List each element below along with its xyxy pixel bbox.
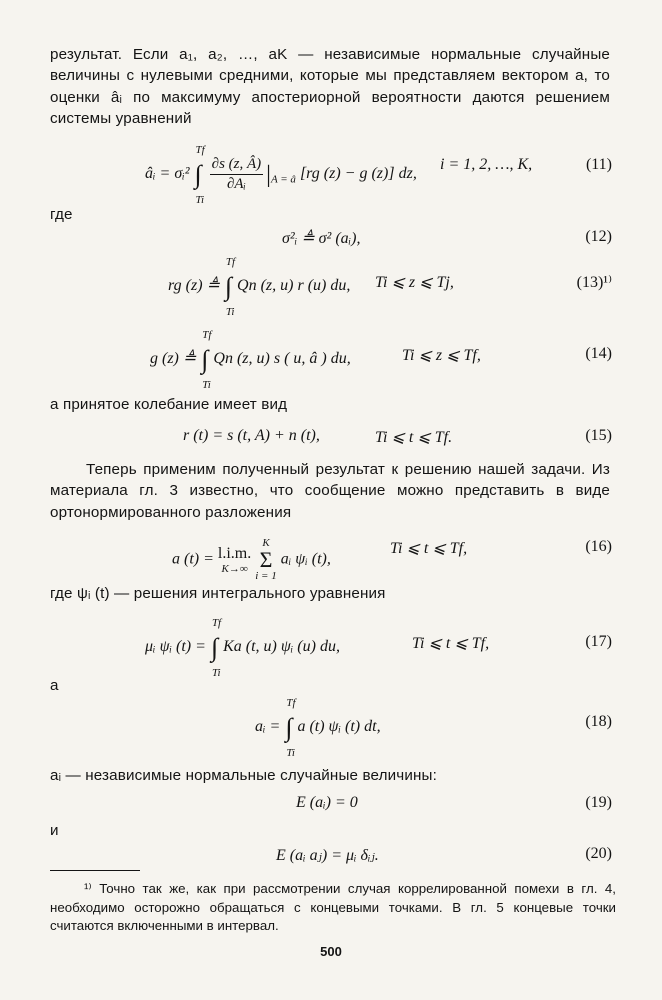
eq11-number: (11) — [585, 156, 612, 173]
line-independent-variables: aᵢ — независимые нормальные случайные величины: — [50, 767, 437, 784]
eq19-body: E (aᵢ) = 0 — [296, 794, 358, 811]
footnote-marker: ¹⁾ — [84, 881, 92, 896]
eq12-number: (12) — [585, 228, 612, 245]
eq15-body: r (t) = s (t, A) + n (t), — [183, 427, 320, 444]
footnote-rule — [50, 870, 140, 871]
paragraph-intro: результат. Если a₁, a₂, …, aK — независимые нормальные случайные величины с нулевыми средними, которые мы представляем вектором a, то оценки âᵢ по максимуму апостериорной вероятности даются решением системы уравнений — [50, 46, 610, 128]
footnote — [50, 880, 616, 936]
equation-14: g (z) ≜ ∫ Tf Ti Qn (z, u) s ( u, â ) du, Ti ⩽ z ⩽ Tf, (14) — [150, 329, 612, 391]
eq17-condition: Ti ⩽ t ⩽ Tf, — [412, 635, 490, 652]
equation-15 — [50, 427, 612, 451]
word-gde: где — [50, 206, 73, 223]
eq13-lower-limit: Ti — [225, 306, 235, 318]
eq14-integrand: Qn (z, u) s ( u, â ) du, — [213, 350, 351, 367]
line-received-signal: а принятое колебание имеет вид — [50, 396, 288, 413]
eq18-upper-limit: Tf — [286, 697, 296, 709]
equation-12 — [50, 228, 612, 252]
eq11-frac-numerator: ∂s (z, Â) — [210, 156, 264, 175]
eq19-number: (19) — [585, 794, 612, 811]
eq11-lower-limit: Ti — [195, 194, 205, 207]
eq14-condition: Ti ⩽ z ⩽ Tf, — [402, 347, 481, 364]
eq18-lhs: aᵢ = — [255, 718, 281, 735]
eq13-number: (13)¹⁾ — [576, 274, 612, 291]
line-integral-equation: где ψᵢ (t) — решения интегрального уравнения — [50, 585, 386, 602]
eq14-lhs: g (z) ≜ — [150, 350, 197, 367]
eq16-limit-word: l.i.m. — [217, 545, 252, 563]
eq18-lower-limit: Ti — [286, 747, 295, 759]
equation-19 — [50, 794, 612, 818]
word-i: и — [50, 822, 59, 839]
eq20-body: E (aᵢ aⱼ) = μᵢ δᵢⱼ. — [276, 847, 379, 864]
eq13-upper-limit: Tf — [225, 256, 236, 268]
eq16-sum-top: K — [262, 537, 270, 549]
eq14-number: (14) — [585, 345, 612, 362]
eq16-number: (16) — [585, 538, 612, 555]
eq14-lower-limit: Ti — [202, 379, 211, 391]
eq11-rest: [rg (z) − g (z)] dz, — [299, 165, 417, 183]
eq11-upper-limit: Tf — [195, 144, 205, 157]
page-number: 500 — [320, 944, 342, 959]
eq14-upper-limit: Tf — [202, 329, 212, 341]
equation-13: rg (z) ≜ ∫ Tf Ti Qn (z, u) r (u) du, Ti ⩽ z ⩽ Tj, (13)¹⁾ — [168, 256, 612, 318]
eq11-condition: i = 1, 2, …, K, — [440, 156, 533, 173]
eq13-condition: Ti ⩽ z ⩽ Tj, — [375, 274, 454, 291]
eq17-lhs: μᵢ ψᵢ (t) = — [145, 638, 206, 655]
equation-17: μᵢ ψᵢ (t) = ∫ Tf Ti Ka (t, u) ψᵢ (u) du, Ti ⩽ t ⩽ Tf, (17) — [145, 617, 612, 679]
equation-11: âᵢ = σᵢ² ∫ Tf Ti $\frac{\partial s (z, Â)}{\text{∂Aᵢ}}$ $|_{A = â}$ [rg (z) − g (z)] dz, i = 1, 2, …, K, (11) — [145, 144, 612, 207]
eq16-condition: Ti ⩽ t ⩽ Tf, — [390, 540, 468, 557]
eq18-integrand: a (t) ψᵢ (t) dt, — [297, 718, 381, 735]
equation-18: aᵢ = ∫ Tf Ti a (t) ψᵢ (t) dt, (18) — [255, 697, 612, 759]
eq15-number: (15) — [585, 427, 612, 444]
eq17-lower-limit: Ti — [211, 667, 221, 679]
eq15-condition: Ti ⩽ t ⩽ Tf. — [375, 429, 453, 446]
eq11-lhs: âᵢ = σᵢ² — [145, 165, 190, 183]
word-a: а — [50, 677, 59, 694]
footnote-text: Точно так же, как при рассмотрении случая коррелированной помехи в гл. 4, необходимо осторожно обращаться с концевыми точками. В гл. 5 концевые точки считаются включенными в интервал. — [50, 881, 616, 933]
eq12-body: σ²ᵢ ≜ σ² (aᵢ), — [282, 230, 361, 247]
equation-20 — [50, 845, 612, 869]
eq11-frac-denominator: ∂Aᵢ — [226, 176, 246, 192]
eq16-sum-bottom: i = 1 — [255, 570, 277, 582]
eq17-number: (17) — [585, 633, 612, 650]
equation-16: a (t) = l.i.m. K→∞ K Σ i = 1 aᵢ ψᵢ (t), Ti ⩽ t ⩽ Tf, (16) — [172, 537, 612, 582]
eq18-number: (18) — [585, 713, 612, 730]
eq11-evaluated-at: A = â — [270, 173, 296, 186]
eq20-number: (20) — [585, 845, 612, 862]
eq13-lhs: rg (z) ≜ — [168, 277, 220, 294]
eq13-integrand: Qn (z, u) r (u) du, — [237, 277, 351, 294]
eq17-integrand: Ka (t, u) ψᵢ (u) du, — [223, 638, 340, 655]
eq16-limit-under: K→∞ — [221, 562, 248, 575]
eq17-upper-limit: Tf — [211, 617, 222, 629]
eq16-lhs: a (t) = — [172, 550, 214, 568]
paragraph-expansion: Теперь применим полученный результат к решению нашей задачи. Из материала гл. 3 известно, что сообщение можно представить в виде ортонормированного разложения — [50, 461, 610, 521]
eq16-rest: aᵢ ψᵢ (t), — [280, 550, 331, 568]
